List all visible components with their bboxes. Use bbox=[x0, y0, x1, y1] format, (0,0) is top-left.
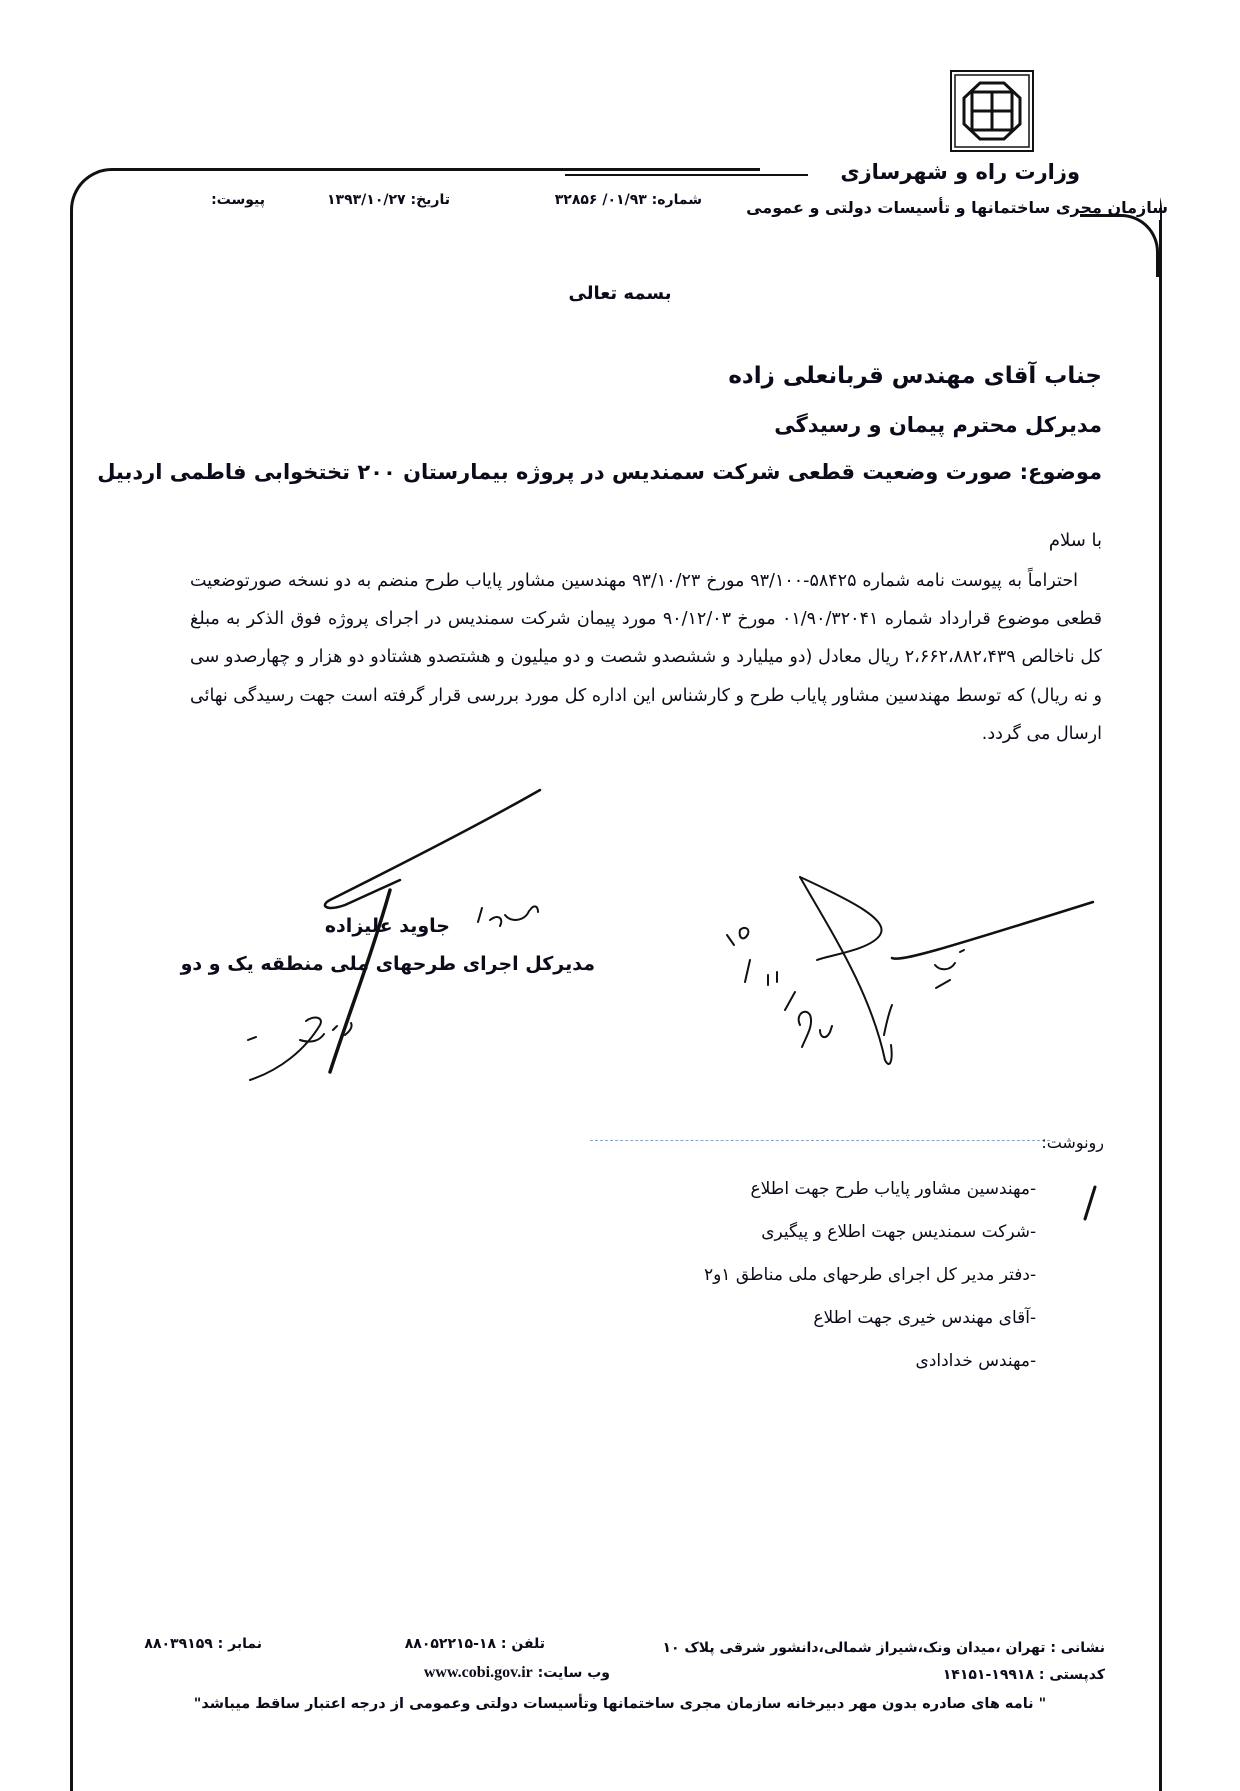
letter-body bbox=[190, 562, 1102, 753]
letter-number-label: شماره: bbox=[651, 192, 702, 208]
footer-address: نشانی : تهران ،میدان ونک،شیراز شمالی،دانشور شرقی پلاک ۱۰ bbox=[662, 1640, 1105, 1656]
cc-bullet: - bbox=[1030, 1179, 1037, 1199]
cc-item-text: مهندس خدادادی bbox=[915, 1351, 1030, 1371]
header-rule bbox=[565, 174, 808, 176]
signatory-name: جاوید علیزاده bbox=[324, 915, 450, 937]
cc-item bbox=[704, 1211, 1070, 1254]
recipient-title: مدیرکل محترم پیمان و رسیدگی bbox=[774, 413, 1102, 437]
footer-website bbox=[424, 1664, 610, 1682]
cc-item bbox=[704, 1254, 1070, 1297]
letter-subject: موضوع: صورت وضعیت قطعی شرکت سمندیس در پروژه بیمارستان ۲۰۰ تختخوابی فاطمی اردبیل bbox=[97, 460, 1102, 484]
signatory-title: مدیرکل اجرای طرحهای ملی منطقه یک و دو bbox=[180, 953, 595, 975]
letter-frame bbox=[70, 168, 1162, 1791]
footer-phone: تلفن : ۱۸-۸۸۰۵۲۲۱۵ bbox=[404, 1636, 545, 1652]
cc-bullet: - bbox=[1030, 1222, 1037, 1242]
recipient-name: جناب آقای مهندس قربانعلی زاده bbox=[728, 363, 1102, 389]
footer-postal-code: کدپستی : ۱۹۹۱۸-۱۴۱۵۱ bbox=[942, 1667, 1105, 1683]
cc-bullet: - bbox=[1030, 1265, 1037, 1285]
cc-bullet: - bbox=[1030, 1351, 1037, 1371]
footer-website-link[interactable]: www.cobi.gov.ir bbox=[423, 1664, 533, 1681]
organization-name: سازمان مجری ساختمانها و تأسیسات دولتی و عمومی bbox=[746, 198, 1168, 217]
letter-date-label: تاریخ: bbox=[410, 192, 450, 208]
cc-label: رونوشت: bbox=[1041, 1133, 1104, 1152]
letter-number-value: ۰۱/۹۳/ ۳۲۸۵۶ bbox=[554, 192, 647, 208]
letter-date bbox=[327, 192, 450, 208]
ministry-name: وزارت راه و شهرسازی bbox=[840, 160, 1080, 184]
attachment-label: پیوست: bbox=[211, 192, 265, 208]
footer-website-label: وب سایت: bbox=[537, 1665, 610, 1681]
letter-number bbox=[555, 192, 702, 208]
cc-item-text: شرکت سمندیس جهت اطلاع و پیگیری bbox=[761, 1222, 1030, 1242]
footer-notice: " نامه های صادره بدون مهر دبیرخانه سازمان مجری ساختمانها وتأسیسات دولتی وعمومی از درجه اعتبار ساقط میباشد" bbox=[193, 1696, 1047, 1712]
cc-item-text: آقای مهندس خیری جهت اطلاع bbox=[813, 1308, 1030, 1328]
frame-corner bbox=[1080, 214, 1159, 277]
greeting: با سلام bbox=[1048, 530, 1102, 551]
footer-fax: نمابر : ۸۸۰۳۹۱۵۹ bbox=[144, 1636, 262, 1652]
letter-date-value: ۱۳۹۳/۱۰/۲۷ bbox=[327, 192, 406, 208]
letter-body-text: احتراماً به پیوست نامه شماره ۵۸۴۲۵-۹۳/۱۰۰ مورخ ۹۳/۱۰/۲۳ مهندسین مشاور پایاب طرح منضم به دو نسخه صورتوضعیت قطعی موضوع قرارداد شماره ۰۱/۹۰/۳۲۰۴۱ مورخ ۹۰/۱۲/۰۳ مورد پیمان شرکت سمندیس در اجرای پروژه فوق الذکر به مبلغ کل ناخالص ۲،۶۶۲،۸۸۲،۴۳۹ ریال معادل (دو میلیارد و ششصدو شصت و دو میلیون و هشتصدو هشتادو دو هزار و چهارصدو سی و نه ریال) که توسط مهندسین مشاور پایاب طرح و کارشناس این اداره کل مورد بررسی قرار گرفته است جهت رسیدگی نهائی ارسال می گردد. bbox=[190, 571, 1102, 744]
cc-list bbox=[704, 1168, 1070, 1383]
cc-item bbox=[704, 1340, 1070, 1383]
cc-bullet: - bbox=[1030, 1308, 1037, 1328]
cc-item bbox=[704, 1297, 1070, 1340]
invocation: بسمه تعالی bbox=[568, 283, 672, 304]
ministry-emblem-icon bbox=[950, 70, 1034, 152]
cc-item-text: دفتر مدیر کل اجرای طرحهای ملی مناطق ۱و۲ bbox=[703, 1265, 1030, 1285]
cc-item bbox=[704, 1168, 1070, 1211]
cc-divider bbox=[590, 1140, 1050, 1141]
cc-item-text: مهندسین مشاور پایاب طرح جهت اطلاع bbox=[750, 1179, 1030, 1199]
